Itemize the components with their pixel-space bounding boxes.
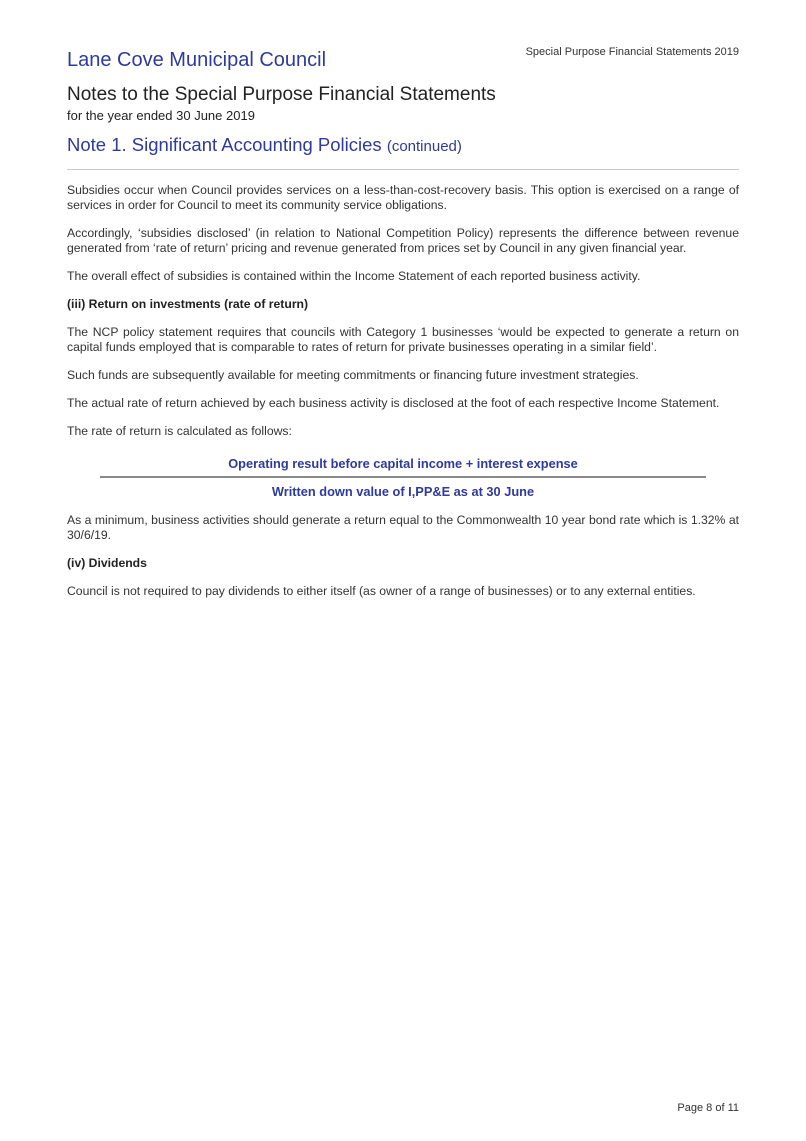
page-subtitle: for the year ended 30 June 2019 bbox=[67, 108, 255, 123]
formula-numerator: Operating result before capital income + interest expense bbox=[228, 456, 578, 471]
rate-of-return-formula bbox=[100, 452, 706, 499]
paragraph-calculation-intro: The rate of return is calculated as follows: bbox=[67, 424, 292, 438]
paragraph-minimum-return: As a minimum, business activities should generate a return equal to the Commonwealth 10 year bond rate which is 1.32% at 30/6/19. bbox=[67, 513, 739, 542]
note-body bbox=[67, 183, 739, 612]
formula-denominator: Written down value of I,PP&E as at 30 June bbox=[271, 484, 535, 499]
paragraph-dividends: Council is not required to pay dividends to either itself (as owner of a range of businesses) or to any external entities. bbox=[67, 584, 696, 598]
paragraph-subsidies-effect: The overall effect of subsidies is contained within the Income Statement of each reported business activity. bbox=[67, 269, 641, 283]
section-heading-return-on-investments: (iii) Return on investments (rate of return) bbox=[67, 297, 309, 311]
paragraph-subsidies: Subsidies occur when Council provides services on a less-than-cost-recovery basis. This option is exercised on a range of services in order for Council to meet its community service obligations. bbox=[67, 183, 739, 212]
section-heading-dividends: (iv) Dividends bbox=[67, 556, 147, 570]
note-heading bbox=[67, 134, 462, 156]
page-number: Page 8 of 11 bbox=[677, 1102, 739, 1114]
paragraph-funds-available: Such funds are subsequently available for meeting commitments or financing future investment strategies. bbox=[67, 368, 639, 382]
paragraph-subsidies-disclosed: Accordingly, ‘subsidies disclosed’ (in relation to National Competition Policy) represents the difference between revenue generated from ‘rate of return’ pricing and revenue generated from prices set by Council in any given financial year. bbox=[67, 226, 739, 255]
paragraph-ncp-policy: The NCP policy statement requires that councils with Category 1 businesses ‘would be expected to generate a return on capital funds employed that is comparable to rates of return for private businesses operating in a similar field’. bbox=[67, 325, 739, 354]
continued-label: (continued) bbox=[386, 138, 462, 155]
header-divider bbox=[67, 169, 739, 170]
organisation-name: Lane Cove Municipal Council bbox=[67, 49, 327, 71]
document-label: Special Purpose Financial Statements 2019 bbox=[525, 46, 739, 58]
page-title: Notes to the Special Purpose Financial Statements bbox=[67, 84, 496, 105]
paragraph-actual-rate: The actual rate of return achieved by each business activity is disclosed at the foot of each respective Income Statement. bbox=[67, 396, 720, 410]
note-title: Note 1. Significant Accounting Policies bbox=[67, 134, 382, 155]
